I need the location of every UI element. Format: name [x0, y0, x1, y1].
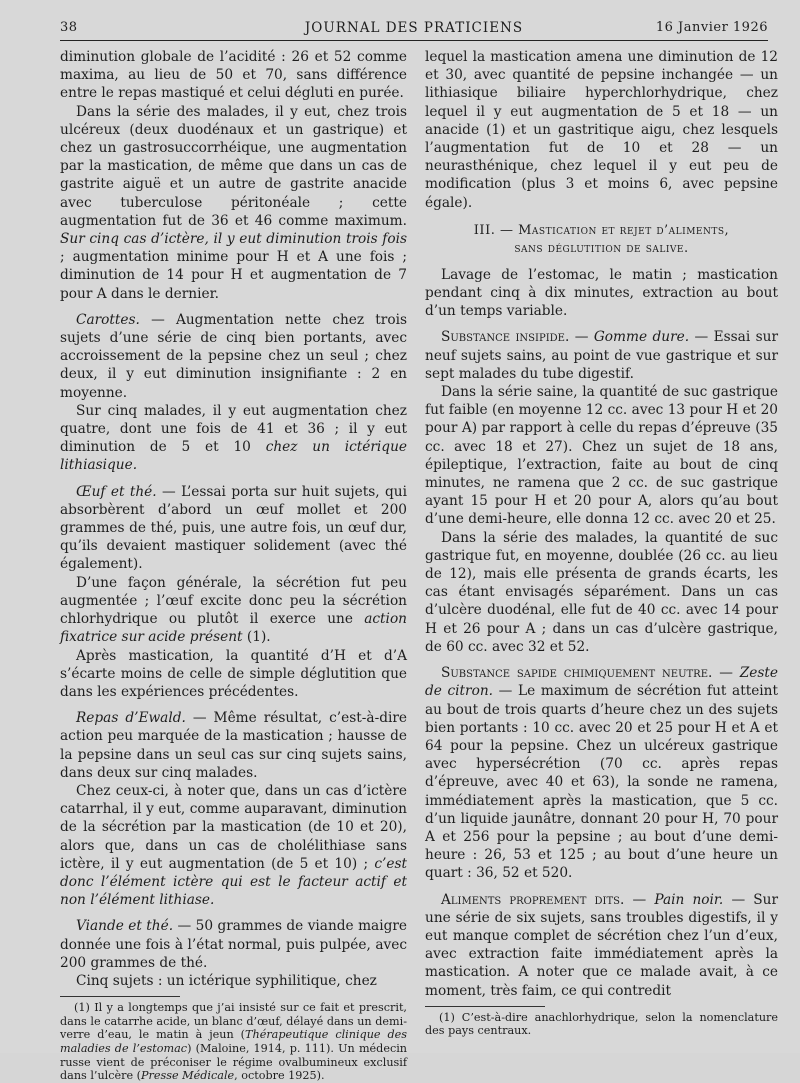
paragraph-aliments: Aliments proprement dits. — Pain noir. — Sur une série de six sujets, sans troubles digestifs, il y eut manque complet de sécrétion chez l’un d’eux, avec extraction faite immédiatement après la mastication. A noter que ce malade avait, à ce moment, très faim, ce qui contredit: [425, 891, 779, 999]
paragraph: Lavage de l’estomac, le matin ; mastication pendant cinq à dix minutes, extraction au bout d’un temps variable.: [425, 266, 778, 320]
paragraph-oeuf-the: Œuf et thé. — L’essai porta sur huit sujets, qui absorbèrent d’abord un œuf mollet et 200 grammes de thé, puis, une autre fois, un œuf dur, qu’ils devaient mastiquer solidement (avec thé également).: [60, 483, 408, 573]
header-rule: [60, 40, 768, 41]
running-header: [60, 18, 768, 38]
section-heading: III. — Mastication et rejet d’aliments, sans déglutition de salive.: [473, 222, 730, 256]
paragraph: Dans la série saine, la quantité de suc gastrique fut faible (en moyenne 12 cc. avec 13 pour H et 20 pour A) par rapport à celle du repas d’épreuve (35 cc. avec 18 et 27). Chez un sujet de 18 ans, épileptique, l’extraction, faite au bout de cinq minutes, ne ramena que 2 cc. de suc gastrique ayant 15 pour H et 20 pour A, alors qu’au bout d’une demi-heure, elle donna 12 cc. avec 20 et 25.: [425, 384, 778, 528]
paragraph-substance-sapide: Substance sapide chimiquement neutre. — Zeste de citron. — Le maximum de sécrétion fut atteint au bout de trois quarts d’heure chez un des sujets bien portants : 10 cc. avec 20 et 25 pour H et A et 64 pour la pepsine. Chez un ulcéreux gastrique avec hypersécrétion (70 cc. après repas d’épreuve, avec 40 et 63), la sonde ne ramena, immédiatement après la mastication, que 5 cc. d’un liquide jaunâtre, donnant 20 pour H, 70 pour A et 256 pour la pepsine ; au bout d’une demi-heure : 26, 53 et 125 ; au bout d’une heure un quart : 36, 52 et 520.: [425, 665, 778, 882]
paragraph: D’une façon générale, la sécrétion fut peu augmentée ; l’œuf excite donc peu la sécrétion chlorhydrique ou plutôt il exerce une action fixatrice sur acide présent (1).: [60, 574, 407, 646]
left-column: [60, 48, 407, 1083]
paragraph-viande-the: Viande et thé. — 50 grammes de viande maigre donnée une fois à l’état normal, puis pulpée, avec 200 grammes de thé.: [60, 918, 407, 971]
paragraph: Chez ceux-ci, à noter que, dans un cas d’ictère catarrhal, il y eut, comme auparavant, diminution de la sécrétion par la mastication (de 10 et 20), alors que, dans un cas de cholélithiase sans ictère, il y eut augmentation (de 5 et 10) ; c’est donc l’élément ictère qui est le facteur actif et non l’élément lithiase.: [60, 782, 407, 909]
page-number: 38: [60, 20, 78, 35]
footnote: (1) Il y a longtemps que j’ai insisté sur ce fait et prescrit, dans le catarrhe acide, un blanc d’œuf, délayé dans un demi-verre d’eau, le matin à jeun (Thérapeutique clinique des maladies de l’estomac) (Maloine, 1914, p. 111). Un médecin russe vient de préconiser le régime ovalbumineux exclusif dans l’ulcère (Presse Médicale, octobre 1925).: [60, 1001, 408, 1083]
right-column: [425, 48, 778, 1038]
paragraph: Sur cinq malades, il y eut augmentation chez quatre, dont une fois de 41 et 36 ; il y eut diminution de 5 et 10 chez un ictérique lithiasique.: [60, 402, 407, 474]
footnote: (1) C’est-à-dire anachlorhydrique, selon la nomenclature des pays centraux.: [425, 1010, 778, 1038]
footnote-rule: [425, 1006, 545, 1007]
paragraph: Après mastication, la quantité d’H et d’A s’écarte moins de celle de simple déglutition que dans les expériences précédentes.: [60, 647, 407, 700]
footnote-rule: [60, 996, 180, 997]
paragraph: diminution globale de l’acidité : 26 et 52 comme maxima, au lieu de 50 et 70, sans différence entre le repas mastiqué et celui dégluti en purée.: [60, 49, 407, 102]
paragraph-carottes: Carottes. — Augmentation nette chez trois sujets d’une série de cinq bien portants, avec accroissement de la pepsine chez un seul ; chez deux, il y eut diminution insignifiante : 2 en moyenne.: [60, 311, 407, 401]
paragraph: Dans la série des malades, la quantité de suc gastrique fut, en moyenne, doublée (26 cc. au lieu de 12), mais elle présenta de grands écarts, les cas étant envisagés séparément. Dans un cas d’ulcère duodénal, elle fut de 40 cc. avec 14 pour H et 26 pour A ; dans un cas d’ulcère gastrique, de 60 cc. avec 32 et 52.: [425, 529, 778, 655]
paragraph-substance-insipide: Substance insipide. — Gomme dure. — Essai sur neuf sujets sains, au point de vue gastrique et sur sept malades du tube digestif.: [425, 329, 779, 382]
journal-title: JOURNAL DES PRATICIENS: [304, 20, 524, 36]
paragraph-repas-ewald: Repas d’Ewald. — Même résultat, c’est-à-dire action peu marquée de la mastication ; hausse de la pepsine dans un seul cas sur cinq sujets sains, dans deux sur cinq malades.: [60, 710, 407, 781]
paragraph: Cinq sujets : un ictérique syphilitique, chez: [76, 972, 377, 989]
paragraph: Dans la série des malades, il y eut, chez trois ulcéreux (deux duodénaux et un gastrique) et chez un gastrosuccorrhéique, une augmentation par la mastication, de même que dans un cas de gastrite aiguë et un autre de gastrite anacide avec tuberculose péritonéale ; cette augmentation fut de 36 et 46 comme maximum. Sur cinq cas d’ictère, il y eut diminution trois fois ; augmentation minime pour H et A une fois ; diminution de 14 pour H et augmentation de 7 pour A dans le dernier.: [60, 103, 407, 302]
issue-date: 16 Janvier 1926: [655, 20, 768, 35]
paragraph: lequel la mastication amena une diminution de 12 et 30, avec quantité de pepsine inchangée — un lithiasique biliaire hyperchlorhydrique, chez lequel il y eut augmentation de 5 et 18 — un anacide (1) et un gastritique aigu, chez lesquels l’augmentation fut de 10 et 28 — un neurasthénique, chez lequel il y eut peu de modification (plus 3 et moins 6, avec pepsine égale).: [425, 49, 778, 211]
